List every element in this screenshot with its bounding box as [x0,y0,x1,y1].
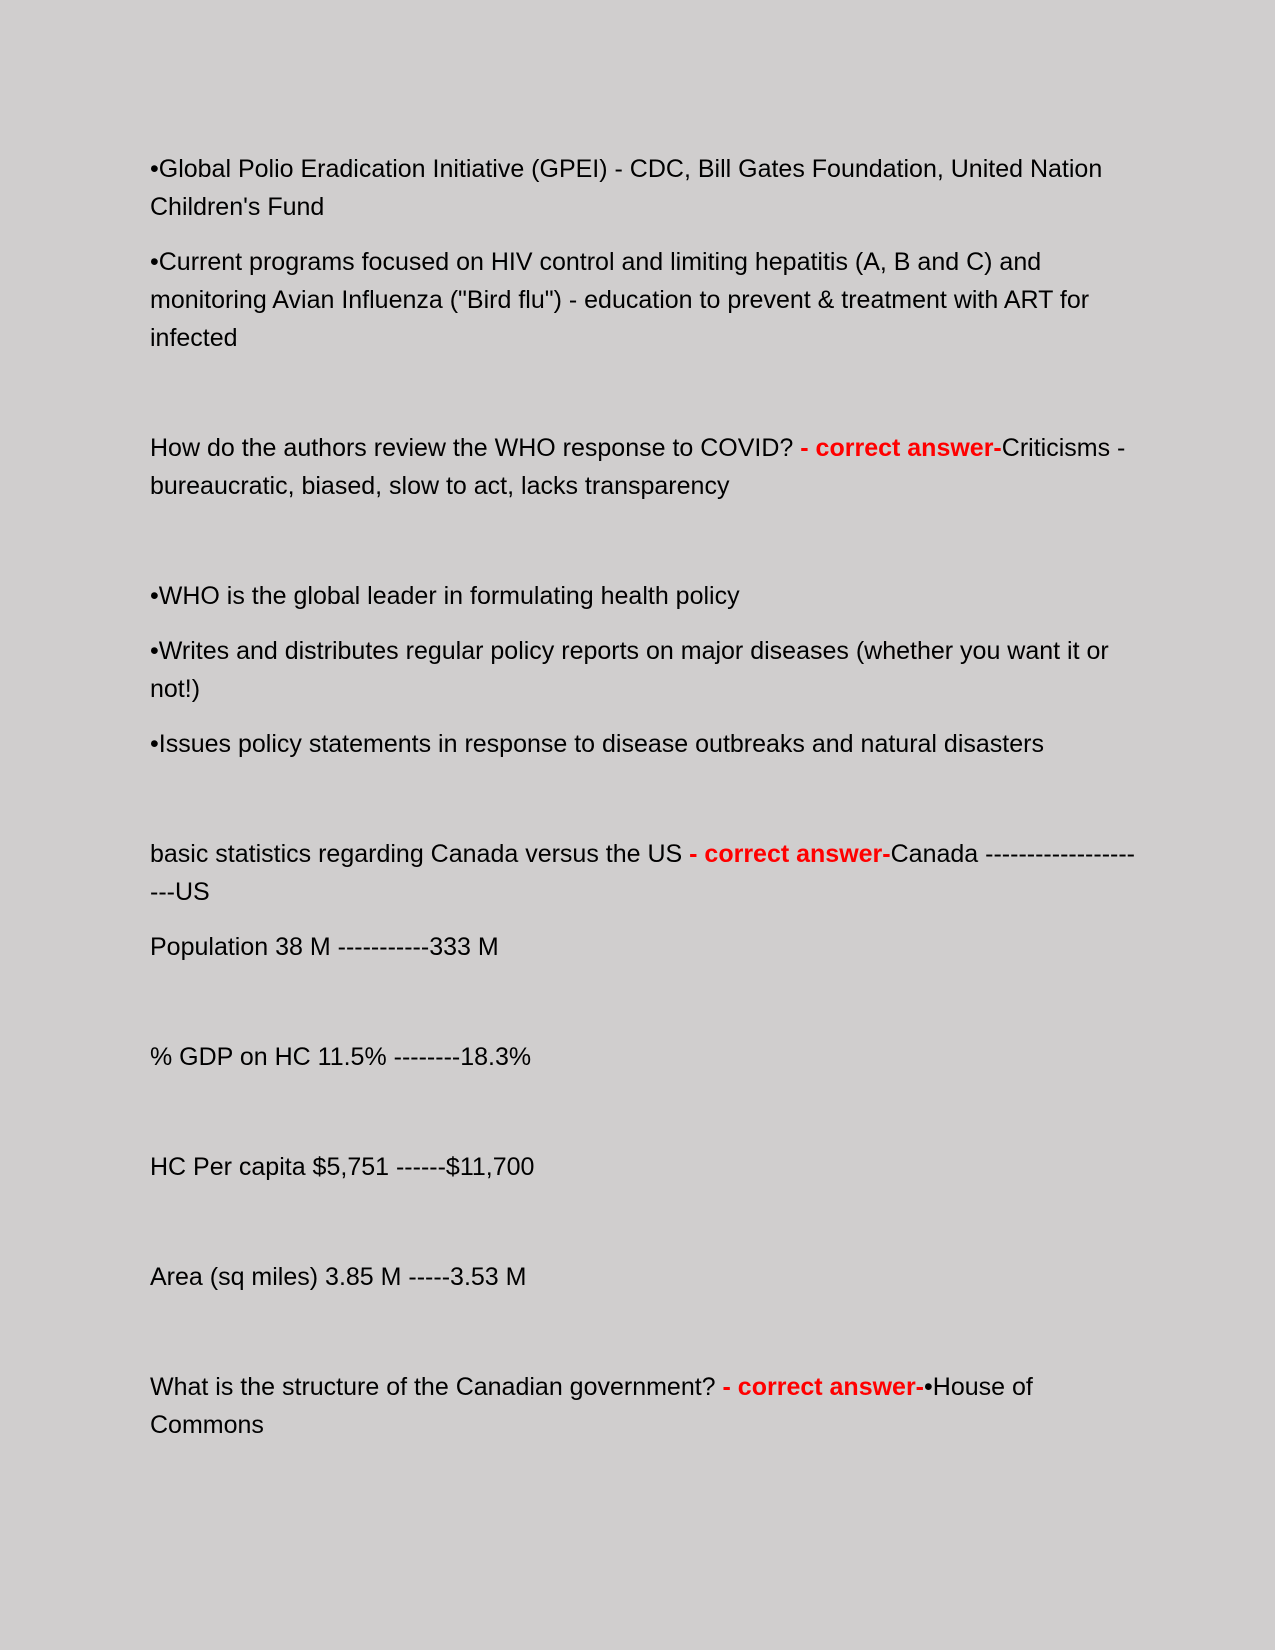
qa-canada-vs-us-statistics [150,835,1140,911]
population-stat: Population 38 M -----------333 M [150,933,499,961]
policy-reports-bullet: •Writes and distributes regular policy reports on major diseases (whether you want it or not!) [150,637,1109,703]
document-body [150,150,1140,1444]
question-text: basic statistics regarding Canada versus the US [150,840,683,868]
qa-canadian-government-structure [150,1368,1140,1444]
hc-per-capita-stat: HC Per capita $5,751 ------$11,700 [150,1153,535,1181]
who-global-leader-bullet: •WHO is the global leader in formulating health policy [150,582,740,610]
area-stat: Area (sq miles) 3.85 M -----3.53 M [150,1263,527,1291]
gdp-on-hc-stat: % GDP on HC 11.5% --------18.3% [150,1043,532,1071]
correct-answer-marker: - correct answer- [682,840,891,868]
answer-text: Criticisms - bureaucratic, biased, slow to act, lacks transparency [150,434,1126,500]
answer-text: Canada ---------------------US [150,840,1135,906]
answer-text: •House of Commons [150,1373,1033,1439]
qa-who-covid-review [150,429,1140,505]
question-text: What is the structure of the Canadian government? [150,1373,716,1401]
correct-answer-marker: - correct answer- [715,1373,925,1401]
policy-statements-bullet: •Issues policy statements in response to disease outbreaks and natural disasters [150,730,1044,758]
current-programs-bullet: •Current programs focused on HIV control and limiting hepatitis (A, B and C) and monitoring Avian Influenza ("Bird flu") - education to prevent & treatment with ART for infected [150,248,1090,352]
correct-answer-marker: - correct answer- [793,434,1002,462]
question-text: How do the authors review the WHO response to COVID? [150,434,794,462]
gpei-bullet: •Global Polio Eradication Initiative (GPEI) - CDC, Bill Gates Foundation, United Nation Children's Fund [150,155,1103,221]
